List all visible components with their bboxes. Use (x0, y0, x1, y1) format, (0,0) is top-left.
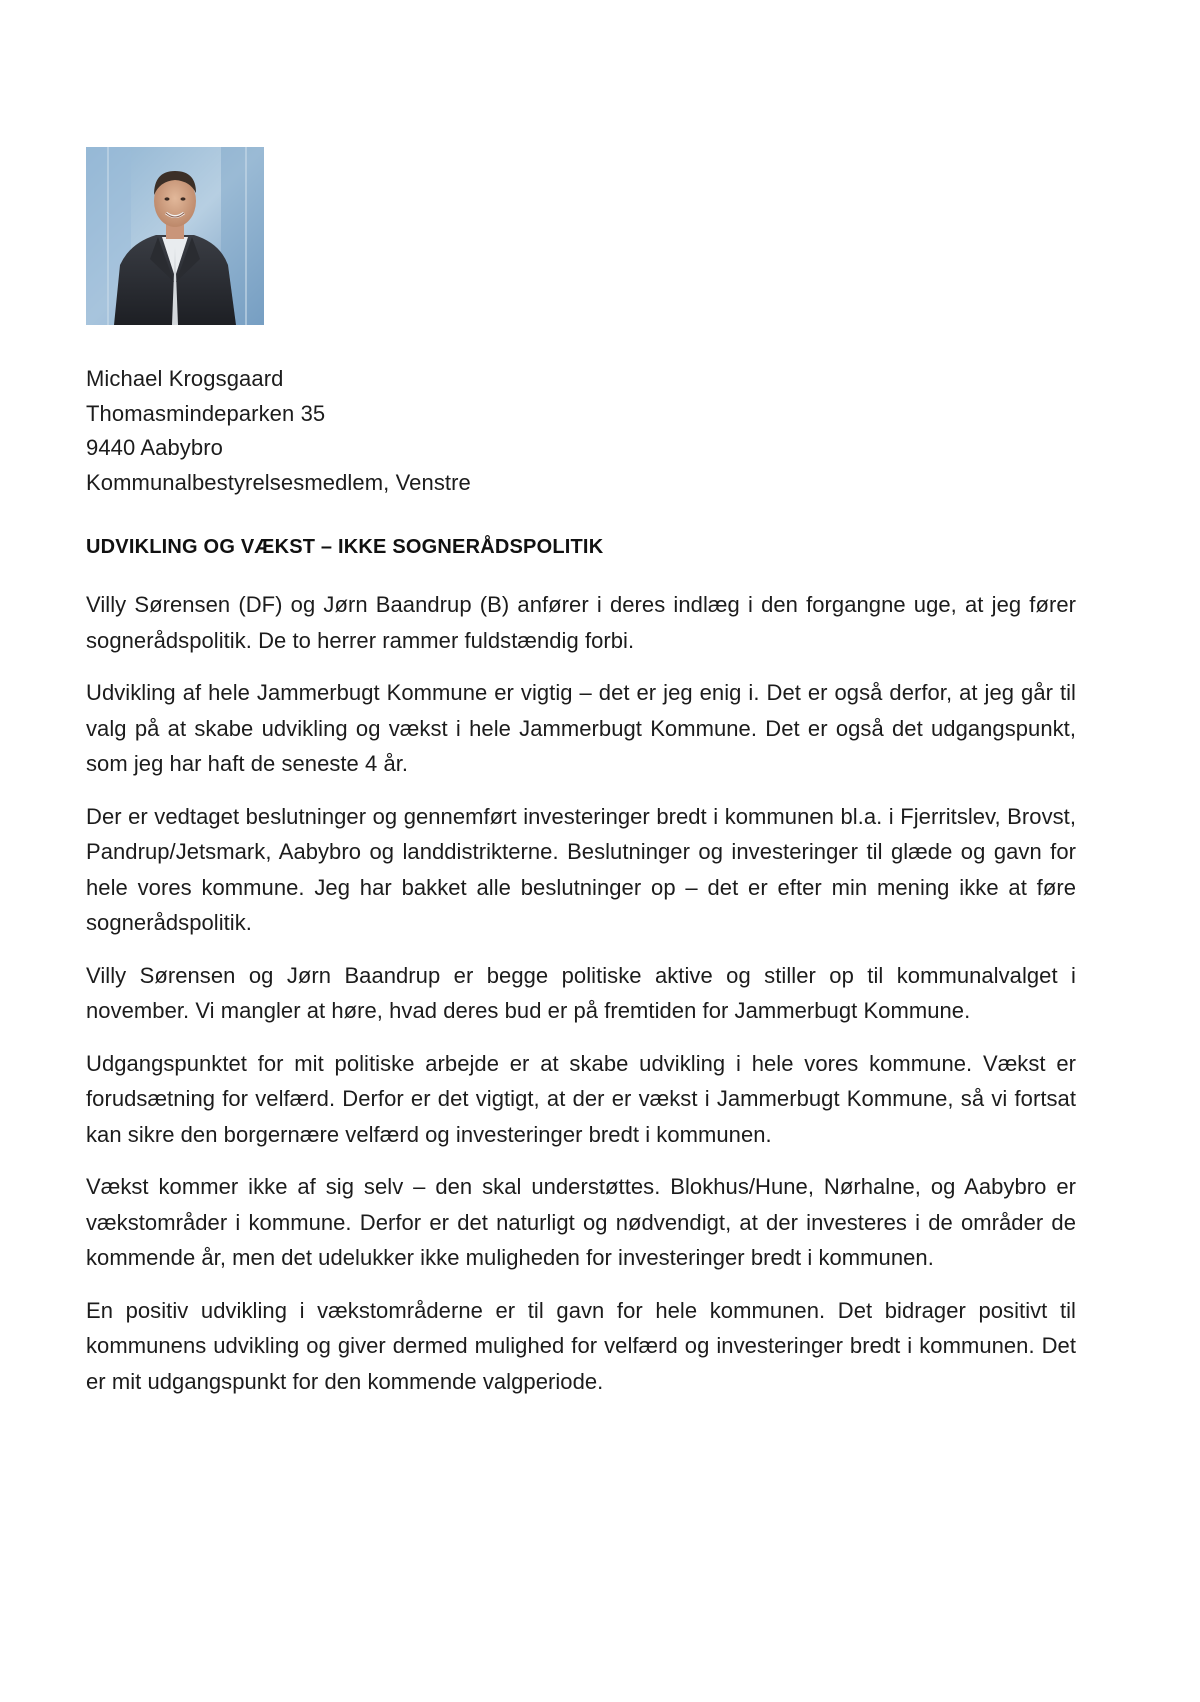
portrait-image (86, 147, 264, 325)
author-name: Michael Krogsgaard (86, 366, 284, 391)
paragraph: Udgangspunktet for mit politiske arbejde er at skabe udvikling i hele vores kommune. Vækst er forudsætning for velfærd. Derfor er det vigtigt, at der er vækst i Jammerbugt Kommune, så vi fortsat kan sikre den borgernære velfærd og investeringer bredt i kommunen. (86, 1050, 1076, 1147)
author-address-block (86, 362, 986, 500)
article-headline: UDVIKLING OG VÆKST – IKKE SOGNERÅDSPOLITIK (86, 536, 604, 558)
author-street: Thomasmindeparken 35 (86, 400, 326, 426)
paragraph: Vækst kommer ikke af sig selv – den skal understøttes. Blokhus/Hune, Nørhalne, og Aabybro er vækstområder i kommune. Derfor er det naturligt og nødvendigt, at der investeres i de områder de kommende år, men det udelukker ikke muligheden for investeringer bredt i kommunen. (86, 1174, 1076, 1270)
paragraph: Der er vedtaget beslutninger og gennemført investeringer bredt i kommunen bl.a. i Fjerritslev, Brovst, Pandrup/Jetsmark, Aabybro og landdistrikterne. Beslutninger og investeringer til glæde og gavn for hele vores kommune. Jeg har bakket alle beslutninger op – det er efter min mening ikke at føre sognerådspolitik. (86, 803, 1076, 935)
author-portrait-photo (86, 147, 264, 325)
author-role: Kommunalbestyrelsesmedlem, Venstre (86, 469, 471, 495)
paragraph: En positiv udvikling i vækstområderne er til gavn for hele kommunen. Det bidrager positivt til kommunens udvikling og giver dermed mulighed for velfærd og investeringer bredt i kommunen. Det er mit udgangspunkt for den kommende valgperiode. (86, 1297, 1076, 1394)
paragraph: Villy Sørensen og Jørn Baandrup er begge politiske aktive og stiller op til kommunalvalget i november. Vi mangler at høre, hvad deres bud er på fremtiden for Jammerbugt Kommune. (86, 962, 1076, 1023)
paragraph: Udvikling af hele Jammerbugt Kommune er vigtig – det er jeg enig i. Det er også derfor, at jeg går til valg på at skabe udvikling og vækst i hele Jammerbugt Kommune. Det er også det udgangspunkt, som jeg har haft de seneste 4 år. (86, 680, 1076, 776)
author-city: 9440 Aabybro (86, 435, 223, 460)
article-body (86, 587, 1076, 1416)
paragraph: Villy Sørensen (DF) og Jørn Baandrup (B) anfører i deres indlæg i den forgangne uge, at jeg fører sognerådspolitik. De to herrer rammer fuldstændig forbi. (86, 592, 1076, 653)
